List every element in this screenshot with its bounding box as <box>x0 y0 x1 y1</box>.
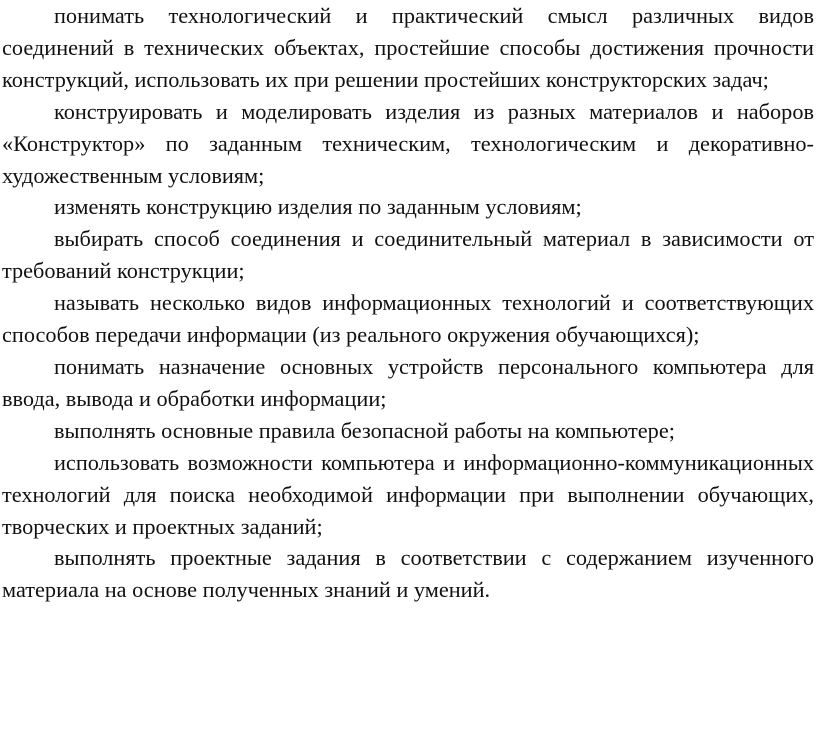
paragraph-1: понимать технологический и практический смысл различных видов соединений в технических объектах, простейшие способы достижения прочности конструкций, использовать их при решении простейших конструкторских задач; <box>2 3 814 92</box>
paragraph-2: конструировать и моделировать изделия из разных материалов и наборов «Конструктор» по заданным техническим, технологическим и декоративно-художественным условиям; <box>2 98 814 188</box>
paragraph-3: изменять конструкцию изделия по заданным условиям; <box>54 194 582 220</box>
document-page <box>2 0 814 606</box>
paragraph-5: называть несколько видов информационных технологий и соответствующих способов передачи информации (из реального окружения обучающихся); <box>2 290 814 348</box>
paragraph-6: понимать назначение основных устройств персонального компьютера для ввода, вывода и обработки информации; <box>2 353 814 411</box>
paragraph-8: использовать возможности компьютера и информационно-коммуникационных технологий для поиска необходимой информации при выполнении обучающих, творческих и проектных заданий; <box>2 449 814 539</box>
paragraph-9: выполнять проектные задания в соответствии с содержанием изученного материала на основе полученных знаний и умений. <box>2 545 814 603</box>
paragraph-7: выполнять основные правила безопасной работы на компьютере; <box>54 417 675 443</box>
paragraph-4: выбирать способ соединения и соединительный материал в зависимости от требований конструкции; <box>2 226 814 284</box>
